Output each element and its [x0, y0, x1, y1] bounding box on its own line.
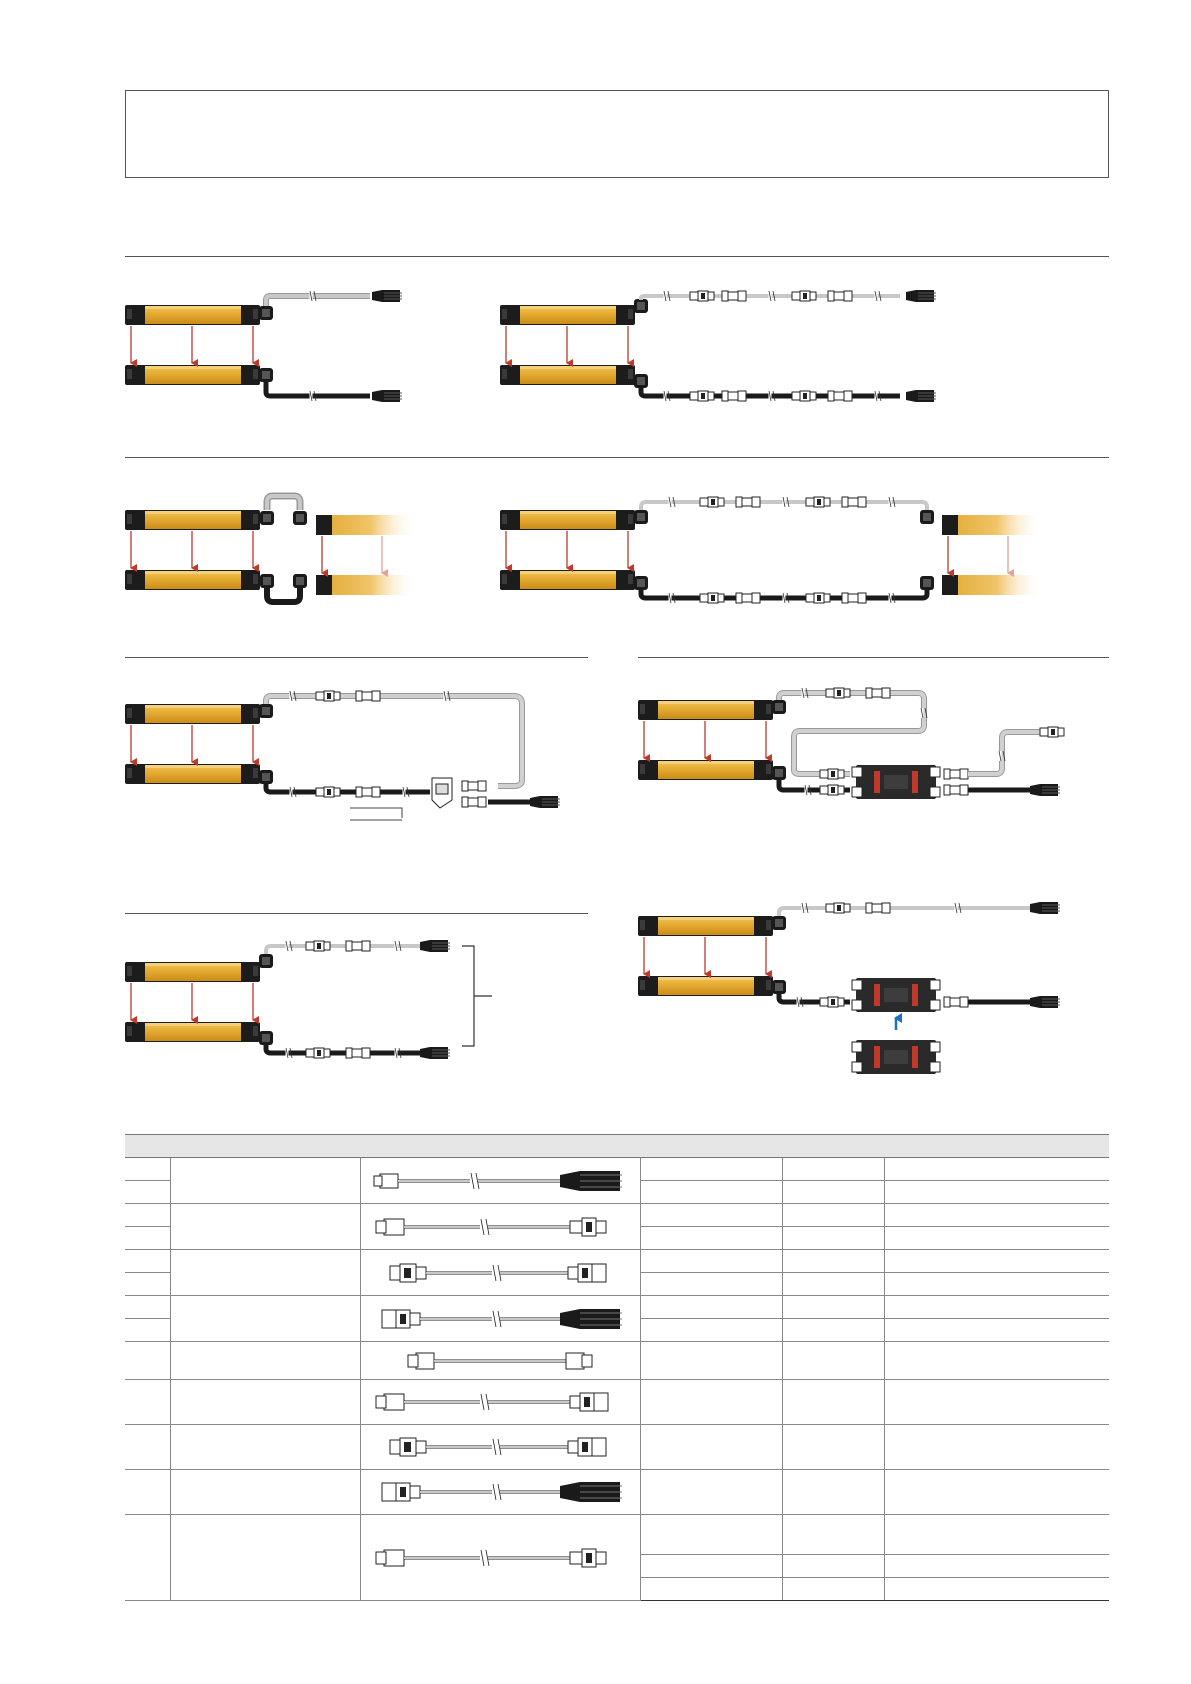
- table-cell-thumb: [360, 1425, 640, 1470]
- table-cell: [884, 1578, 1109, 1601]
- table-cell: [640, 1273, 782, 1296]
- bracket-icon: [462, 946, 492, 1046]
- table-row: [125, 1342, 1109, 1380]
- table-cell: [125, 1250, 170, 1273]
- table-cell: [125, 1470, 170, 1515]
- table-header: [125, 1135, 170, 1158]
- table-cell: [884, 1319, 1109, 1342]
- table-cell: [782, 1578, 884, 1601]
- table-row: [125, 1204, 1109, 1227]
- table-row: [125, 1250, 1109, 1273]
- table-cell: [125, 1296, 170, 1319]
- table-cell: [884, 1273, 1109, 1296]
- table-cell: [884, 1296, 1109, 1319]
- table-header-row: [125, 1135, 1109, 1158]
- table-cell: [125, 1204, 170, 1227]
- series-connection-long: [500, 497, 1042, 603]
- table-cell: [170, 1296, 360, 1342]
- sensor-bar-icon: [638, 700, 773, 780]
- cable-thumb-icon: [370, 1301, 630, 1337]
- table-cell: [884, 1250, 1109, 1273]
- table-cell: [884, 1158, 1109, 1181]
- table-cell: [170, 1515, 360, 1601]
- table-cell: [884, 1227, 1109, 1250]
- extension-cable-icon: [736, 497, 760, 507]
- cable-thumb-icon: [370, 1209, 630, 1245]
- table-cell-thumb: [360, 1250, 640, 1296]
- table-cell: [884, 1515, 1109, 1555]
- sensor-bar-icon: [125, 510, 260, 590]
- cable-icon: [372, 290, 402, 302]
- table-cell: [170, 1470, 360, 1515]
- table-cell-thumb: [360, 1470, 640, 1515]
- cable-thumb-icon: [370, 1474, 630, 1510]
- table-cell: [125, 1227, 170, 1250]
- t-branch-connector-icon: [432, 778, 452, 808]
- connector-icon: [259, 306, 273, 320]
- table-cell: [640, 1342, 782, 1380]
- table-cell: [782, 1273, 884, 1296]
- sensor-bar-icon: [500, 510, 635, 590]
- table-cell: [125, 1273, 170, 1296]
- table-cell: [640, 1250, 782, 1273]
- table-cell: [884, 1204, 1109, 1227]
- table-cell-thumb: [360, 1158, 640, 1204]
- table-cell: [170, 1204, 360, 1250]
- table-cell-thumb: [360, 1342, 640, 1380]
- table-header: [360, 1135, 640, 1158]
- table-cell: [170, 1342, 360, 1380]
- table-cell: [884, 1380, 1109, 1425]
- cable-thumb-icon: [370, 1429, 630, 1465]
- table-row: [125, 1296, 1109, 1319]
- table-cell: [782, 1425, 884, 1470]
- table-row: [125, 1470, 1109, 1515]
- table-cell: [884, 1425, 1109, 1470]
- table-cell: [125, 1425, 170, 1470]
- table-cell-thumb: [360, 1380, 640, 1425]
- table-cell: [782, 1380, 884, 1425]
- spec-table: [125, 1134, 1109, 1601]
- table-header: [640, 1135, 782, 1158]
- table-cell: [782, 1204, 884, 1227]
- table-cell: [884, 1555, 1109, 1578]
- table-cell: [640, 1181, 782, 1204]
- cable-thumb-icon: [370, 1344, 630, 1378]
- series-connection-short: [125, 496, 416, 602]
- controller-unit-icon: [852, 765, 940, 799]
- table-row: [125, 1515, 1109, 1555]
- table-cell: [125, 1515, 170, 1601]
- table-cell: [884, 1470, 1109, 1515]
- table-cell-thumb: [360, 1296, 640, 1342]
- table-cell: [170, 1158, 360, 1204]
- table-cell: [640, 1319, 782, 1342]
- table-header: [170, 1135, 360, 1158]
- sensor-bar-icon: [125, 704, 260, 784]
- table-cell: [640, 1425, 782, 1470]
- table-cell: [640, 1515, 782, 1555]
- table-cell: [640, 1578, 782, 1601]
- table-cell: [782, 1470, 884, 1515]
- table-header: [884, 1135, 1109, 1158]
- table-cell: [782, 1227, 884, 1250]
- table-row: [125, 1158, 1109, 1181]
- table-cell: [782, 1181, 884, 1204]
- table-header: [782, 1135, 884, 1158]
- table-cell: [640, 1380, 782, 1425]
- sensor-bar-icon: [638, 916, 773, 996]
- single-pair-direct-cables: [125, 290, 402, 402]
- table-cell: [884, 1181, 1109, 1204]
- table-cell: [782, 1555, 884, 1578]
- single-pair-extension-cables: [500, 290, 936, 402]
- controller-unit-replacement: [638, 902, 1060, 1074]
- table-cell: [125, 1181, 170, 1204]
- table-cell: [170, 1425, 360, 1470]
- table-cell: [170, 1380, 360, 1425]
- parallel-cable-bundle: [125, 940, 492, 1059]
- table-cell: [125, 1319, 170, 1342]
- table-row: [125, 1425, 1109, 1470]
- table-cell: [782, 1296, 884, 1319]
- table-cell: [782, 1319, 884, 1342]
- table-cell: [884, 1342, 1109, 1380]
- table-cell: [125, 1342, 170, 1380]
- table-cell: [782, 1342, 884, 1380]
- table-cell-thumb: [360, 1515, 640, 1601]
- controller-unit-wiring: [638, 688, 1064, 799]
- table-row: [125, 1380, 1109, 1425]
- cable-thumb-icon: [370, 1538, 630, 1578]
- table-cell: [782, 1515, 884, 1555]
- table-cell: [782, 1158, 884, 1181]
- table-cell: [640, 1204, 782, 1227]
- table-cell: [640, 1158, 782, 1181]
- sensor-bar-icon: [125, 962, 260, 1042]
- cable-thumb-icon: [370, 1163, 630, 1199]
- connector-icon: [690, 291, 714, 301]
- cable-thumb-icon: [370, 1255, 630, 1291]
- table-cell: [125, 1158, 170, 1181]
- table-cell: [640, 1470, 782, 1515]
- table-cell: [125, 1380, 170, 1425]
- bridge-cable-icon: [267, 496, 300, 510]
- table-cell: [782, 1250, 884, 1273]
- branch-connector-wiring: [125, 691, 560, 820]
- table-cell-thumb: [360, 1204, 640, 1250]
- cable-thumb-icon: [370, 1384, 630, 1420]
- table-cell: [640, 1227, 782, 1250]
- sensor-bar-icon: [125, 305, 260, 385]
- table-cell: [640, 1555, 782, 1578]
- table-cell: [640, 1296, 782, 1319]
- sensor-bar-icon: [500, 305, 635, 385]
- table-cell: [170, 1250, 360, 1296]
